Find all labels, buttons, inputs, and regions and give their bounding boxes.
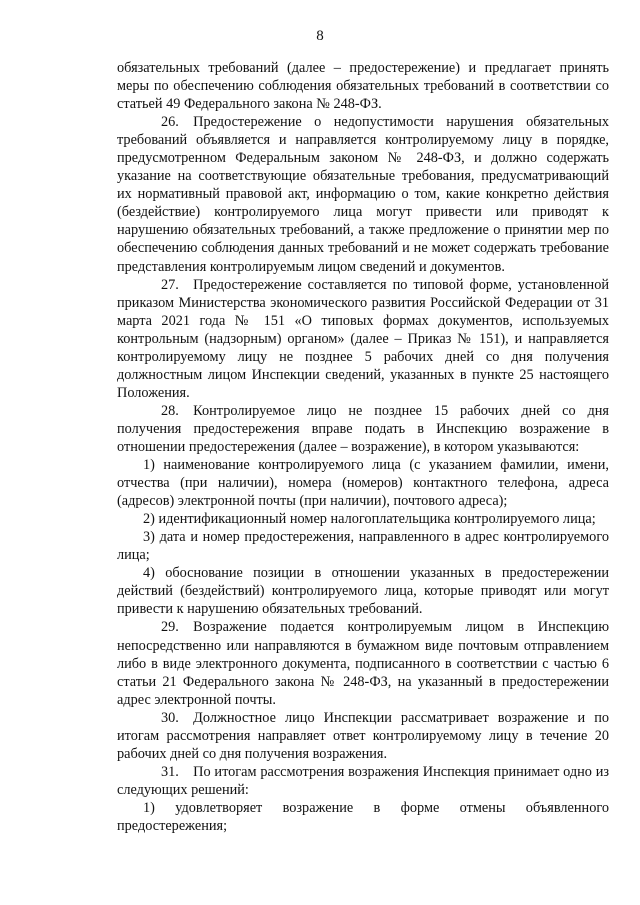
list-item-2: 2) идентификационный номер налогоплательщика контролируемого лица; [143, 511, 596, 528]
paragraph-30: 30. Должностное лицо Инспекции рассматривает возражение и по итогам рассмотрения направляет ответ контролируемому лицу в течение 20 рабочих дней со дня получения возражения. [117, 709, 609, 762]
list-item-4: 4) обоснование позиции в отношении указанных в предостережении действий (бездействий) контролируемого лица, которые приводят или могут привести к нарушению обязательных требований. [117, 565, 609, 618]
paragraph-29: 29. Возражение подается контролируемым лицом в Инспекцию непосредственно или направляются в бумажном виде почтовым отправлением либо в виде электронного документа, подписанного в соответствии с частью 6 статьи 21 Федерального закона № 248-ФЗ, на указанный в предостережении адрес электронной почты. [117, 619, 609, 708]
list-item-3: 3) дата и номер предостережения, направленного в адрес контролируемого лица; [117, 529, 609, 564]
paragraph-27: 27. Предостережение составляется по типовой форме, установленной приказом Министерства экономического развития Российской Федерации от 31 марта 2021 года № 151 «О типовых формах документов, используемых контрольным (надзорным) органом» (далее – Приказ № 151), и направляется контролируемому лицу не позднее 5 рабочих дней со дня получения должностным лицом Инспекции сведений, указанных в пункте 25 настоящего Положения. [117, 276, 609, 401]
decision-item-1: 1) удовлетворяет возражение в форме отмены объявленного предостережения; [117, 799, 609, 834]
list-item-1: 1) наименование контролируемого лица (с указанием фамилии, имени, отчества (при наличии), номера (номеров) контактного телефона, адреса (адресов) электронной почты (при наличии), почтового адреса); [117, 457, 609, 510]
document-body [117, 59, 609, 835]
paragraph-26: 26. Предостережение о недопустимости нарушения обязательных требований объявляется и направляется контролируемому лицу в порядке, предусмотренном Федеральным законом № 248-ФЗ, и должно содержать указание на соответствующие обязательные требования, предусматривающий их нормативный правовой акт, информацию о том, какие конкретно действия (бездействие) контролируемого лица могут привести или приводят к нарушению обязательных требований, а также предложение о принятии мер по обеспечению соблюдения данных требований и не может содержать требование представления контролируемым лицом сведений и документов. [117, 114, 609, 275]
page-number: 8 [316, 28, 324, 44]
paragraph-28: 28. Контролируемое лицо не позднее 15 рабочих дней со дня получения предостережения вправе подать в Инспекцию возражение в отношении предостережения (далее – возражение), в котором указываются: [117, 402, 609, 455]
paragraph-31: 31. По итогам рассмотрения возражения Инспекция принимает одно из следующих решений: [117, 763, 609, 798]
paragraph-continuation: обязательных требований (далее – предостережение) и предлагает принять меры по обеспечению соблюдения обязательных требований в соответствии со статьей 49 Федерального закона № 248-ФЗ. [117, 60, 609, 113]
